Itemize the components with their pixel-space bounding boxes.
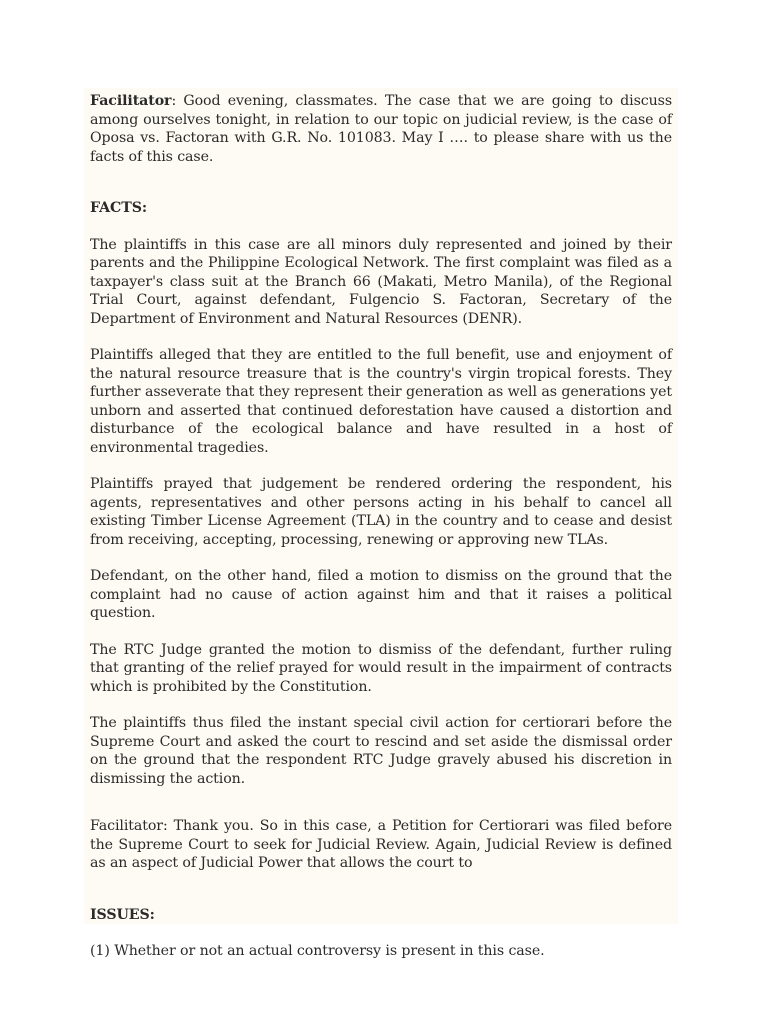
speaker-label: Facilitator — [90, 93, 172, 109]
facts-paragraph: Plaintiffs alleged that they are entitled to the full benefit, use and enjoyment of the natural resource treasure that is the country's virgin tropical forests. They further asseverate that they represent their generation as well as generations yet unborn and asserted that continued deforestation have caused a distortion and disturbance of the ecological balance and have resulted in a host of environmental tragedies. — [90, 347, 672, 456]
intro-text: : Good evening, classmates. The case that we are going to discuss among ourselves tonight, in relation to our topic on judicial review, is the case of Oposa vs. Factoran with G.R. No. 101083. May I …. to please share with us the facts of this case. — [90, 93, 672, 165]
facts-paragraph: The RTC Judge granted the motion to dismiss of the defendant, further ruling that granting of the relief prayed for would result in the impairment of contracts which is prohibited by the Constitution. — [90, 641, 672, 695]
facts-paragraph: Defendant, on the other hand, filed a motion to dismiss on the ground that the complaint had no cause of action against him and that it raises a political question. — [90, 568, 672, 621]
facts-heading: FACTS: — [90, 200, 147, 216]
document-text — [84, 88, 678, 961]
facts-paragraph: The plaintiffs thus filed the instant special civil action for certiorari before the Supreme Court and asked the court to rescind and set aside the dismissal order on the ground that the respondent RTC Judge gravely abused his discretion in dismissing the action. — [90, 715, 672, 787]
document-content-area — [84, 88, 678, 959]
issues-heading: ISSUES: — [90, 906, 155, 923]
facts-paragraph: The plaintiffs in this case are all minors duly represented and joined by their parents and the Philippine Ecological Network. The first complaint was filed as a taxpayer's class suit at the Branch 66 (Makati, Metro Manila), of the Regional Trial Court, against defendant, Fulgencio S. Factoran, Secretary of the Department of Environment and Natural Resources (DENR). — [90, 236, 672, 327]
facilitator-followup: Facilitator: Thank you. So in this case, a Petition for Certiorari was filed before the Supreme Court to seek for Judicial Review. Again, Judicial Review is defined as an aspect of Judicial Power that allows the court to — [90, 818, 672, 871]
facts-paragraph: Plaintiffs prayed that judgement be rendered ordering the respondent, his agents, representatives and other persons acting in his behalf to cancel all existing Timber License Agreement (TLA) in the country and to cease and desist from receiving, accepting, processing, renewing or approving new TLAs. — [90, 476, 672, 548]
issue-item: (1) Whether or not an actual controversy is present in this case. — [90, 943, 545, 959]
intro-paragraph — [90, 92, 672, 166]
